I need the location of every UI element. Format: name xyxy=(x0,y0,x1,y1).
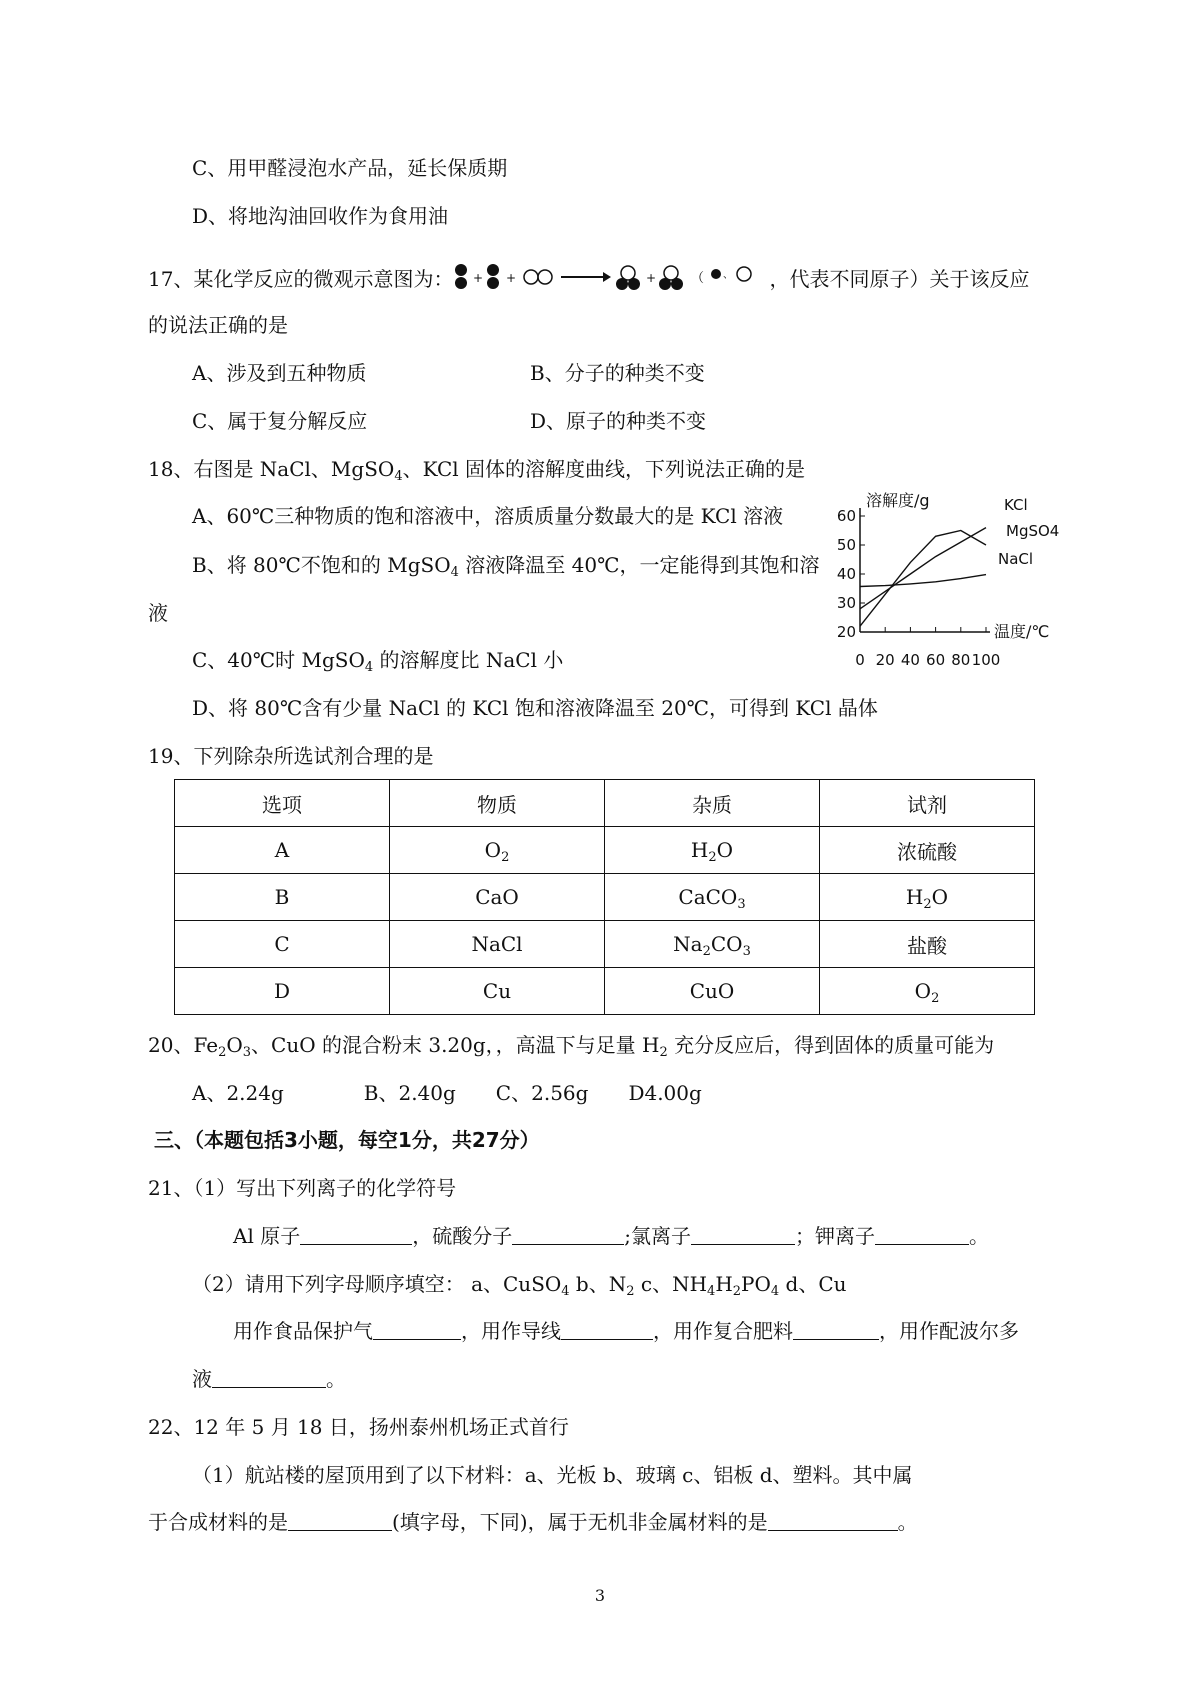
q22-period: 。 xyxy=(897,1510,918,1534)
q18-option-c-rest: 的溶解度比 NaCl 小 xyxy=(373,648,564,672)
q21-bordeaux-cont: 液 xyxy=(192,1367,212,1391)
answer-blank[interactable] xyxy=(512,1224,624,1245)
q16-option-d: D、将地沟油回收作为食用油 xyxy=(192,204,449,228)
x-tick-label: 40 xyxy=(900,651,920,669)
q20-sub-h2: 2 xyxy=(659,1045,668,1060)
answer-blank[interactable] xyxy=(561,1319,653,1340)
x-tick-label: 60 xyxy=(926,651,946,669)
table-cell: $O_2$ xyxy=(390,827,605,874)
product-molecule-1 xyxy=(616,266,640,290)
q17-option-c: C、属于复分解反应 xyxy=(192,409,368,433)
q21-line2 xyxy=(233,1318,1019,1344)
series-line-nacl xyxy=(860,575,986,587)
q21-al-label: Al 原子 xyxy=(233,1224,301,1248)
q18-option-c xyxy=(192,647,563,673)
series-line-kcl xyxy=(860,528,986,609)
q17-option-b: B、分子的种类不变 xyxy=(530,361,705,385)
reaction-arrow xyxy=(561,272,611,282)
answer-blank[interactable] xyxy=(875,1224,969,1245)
q18-option-d: D、将 80℃含有少量 NaCl 的 KCl 饱和溶液降温至 20℃，可得到 KCl 晶体 xyxy=(192,696,878,720)
x-axis-label: 温度/℃ xyxy=(994,622,1050,641)
q20-options: A、2.24g B、2.40g C、2.56g D4.00g xyxy=(192,1081,702,1105)
q21-potassium-label: ；钾离子 xyxy=(794,1224,875,1248)
series-label-kcl: KCl xyxy=(1004,496,1028,514)
table-cell: $H_2O$ xyxy=(820,874,1035,921)
product-molecule-2 xyxy=(659,266,683,290)
table-cell: $Na_2CO_3$ xyxy=(605,921,820,968)
table-cell: Cu xyxy=(390,968,605,1015)
q18-option-b-cont: 液 xyxy=(148,601,168,625)
q17-option-d: D、原子的种类不变 xyxy=(530,409,707,433)
table-row xyxy=(175,921,1035,968)
y-tick-label: 60 xyxy=(836,507,856,525)
y-axis-label: 溶解度/g xyxy=(866,491,930,510)
answer-blank[interactable] xyxy=(212,1367,326,1388)
q22-inorganic-label: (填字母，下同)，属于无机非金属材料的是 xyxy=(392,1510,768,1534)
table-header-cell: 物质 xyxy=(390,780,605,827)
x-tick-label: 0 xyxy=(855,651,865,669)
solubility-chart xyxy=(826,486,1066,676)
table-cell: CuO xyxy=(605,968,820,1015)
table-header-cell: 杂质 xyxy=(605,780,820,827)
y-tick-label: 50 xyxy=(836,536,856,554)
table-row xyxy=(175,827,1035,874)
table-header-cell: 试剂 xyxy=(820,780,1035,827)
reactant-molecule-2 xyxy=(487,264,499,289)
q21-part1: 21、（1）写出下列离子的化学符号 xyxy=(148,1176,457,1200)
q21-protect-gas-label: 用作食品保护气 xyxy=(233,1319,373,1343)
q21-sub: 2 xyxy=(626,1284,635,1299)
q17-option-a: A、涉及到五种物质 xyxy=(192,361,367,385)
table-cell: 盐酸 xyxy=(820,921,1035,968)
table-cell: 浓硫酸 xyxy=(820,827,1035,874)
q21-fertilizer-label: ，用作复合肥料 xyxy=(653,1319,793,1343)
answer-blank[interactable] xyxy=(300,1224,412,1245)
svg-text:+: + xyxy=(646,271,657,285)
q18-option-a: A、60℃三种物质的饱和溶液中，溶质质量分数最大的是 KCl 溶液 xyxy=(192,504,784,528)
q21-sub: 4 xyxy=(561,1284,570,1299)
y-tick-label: 20 xyxy=(836,623,856,641)
q21-line3 xyxy=(192,1366,346,1392)
svg-text:+: + xyxy=(473,271,484,285)
q18-option-b-text: B、将 80℃不饱和的 MgSO xyxy=(192,553,451,577)
q21-chloride-label: ;氯离子 xyxy=(624,1224,691,1248)
q21-part2-c: c、NH xyxy=(634,1272,708,1296)
q21-sulfuric-label: ，硫酸分子 xyxy=(412,1224,513,1248)
table-cell: A xyxy=(175,827,390,874)
q18-option-c-sub: 4 xyxy=(364,660,374,675)
answer-blank[interactable] xyxy=(768,1510,898,1531)
reaction-diagram xyxy=(453,262,769,294)
q17-stem-cont: 的说法正确的是 xyxy=(148,313,288,337)
y-tick-label: 30 xyxy=(836,594,856,612)
q22-part1: （1）航站楼的屋顶用到了以下材料：a、光板 b、玻璃 c、铝板 d、塑料。其中属 xyxy=(192,1463,913,1487)
table-cell: NaCl xyxy=(390,921,605,968)
x-tick-label: 20 xyxy=(875,651,895,669)
q21-period-2: 。 xyxy=(326,1367,346,1391)
q21-part2-text: （2）请用下列字母顺序填空： a、CuSO xyxy=(192,1272,562,1296)
table-header-cell: 选项 xyxy=(175,780,390,827)
q20-stem-mid: 、CuO 的混合粉末 3.20g，，高温下与足量 H xyxy=(251,1033,660,1057)
table-row xyxy=(175,874,1035,921)
svg-text:+: + xyxy=(506,271,517,285)
q20-number: 20、 xyxy=(148,1033,194,1057)
q18-stem xyxy=(148,456,805,482)
q20-fe: Fe xyxy=(193,1033,219,1057)
reactant-molecule-1 xyxy=(455,264,467,289)
table-header-row xyxy=(175,780,1035,827)
q20-stem xyxy=(148,1032,994,1058)
q22-part1-cont xyxy=(148,1509,918,1535)
answer-blank[interactable] xyxy=(691,1224,795,1245)
section-3-heading: 三、（本题包括3小题，每空1分，共27分） xyxy=(154,1128,540,1152)
q17-stem-end: ，代表不同原子）关于该反应 xyxy=(769,267,1030,291)
y-tick-label: 40 xyxy=(836,565,856,583)
q20-o: O xyxy=(226,1033,243,1057)
series-label-nacl: NaCl xyxy=(998,550,1034,568)
q21-wire-label: ，用作导线 xyxy=(461,1319,561,1343)
answer-blank[interactable] xyxy=(373,1319,461,1340)
q20-stem-end: 充分反应后，得到固体的质量可能为 xyxy=(667,1033,995,1057)
q20-sub-2: 2 xyxy=(218,1045,227,1060)
legend-atoms xyxy=(711,267,751,281)
q17-stem-start: 17、某化学反应的微观示意图为： xyxy=(148,267,454,291)
q21-sub: 4 xyxy=(770,1284,780,1299)
svg-text:（: （ xyxy=(691,271,705,286)
q18-stem-text: 18、右图是 NaCl、MgSO xyxy=(148,457,395,481)
series-line-mgso4 xyxy=(860,531,986,627)
svg-text:、: 、 xyxy=(723,270,734,281)
q21-part2-h: H xyxy=(715,1272,733,1296)
q19-stem: 19、下列除杂所选试剂合理的是 xyxy=(148,744,434,768)
table-cell: $O_2$ xyxy=(820,968,1035,1015)
q19-table xyxy=(174,779,1035,1015)
table-row xyxy=(175,968,1035,1015)
table-cell: CaO xyxy=(390,874,605,921)
q18-option-b-sub: 4 xyxy=(450,565,459,580)
q22-synthetic-label: 于合成材料的是 xyxy=(148,1510,288,1534)
series-label-mgso4: MgSO4 xyxy=(1006,522,1060,540)
q21-bordeaux-label: ，用作配波尔多 xyxy=(879,1319,1019,1343)
table-cell: CaCO$_3$ xyxy=(605,874,820,921)
q21-part2-d: d、Cu xyxy=(779,1272,847,1296)
q21-part2 xyxy=(192,1271,847,1297)
table-cell: $H_2O$ xyxy=(605,827,820,874)
q18-stem-rest: 、KCl 固体的溶解度曲线，下列说法正确的是 xyxy=(402,457,806,481)
q21-part2-po: PO xyxy=(741,1272,771,1296)
q22-stem: 22、12 年 5 月 18 日，扬州泰州机场正式首行 xyxy=(148,1415,569,1439)
q18-stem-sub: 4 xyxy=(394,469,403,484)
q20-sub-3: 3 xyxy=(242,1045,252,1060)
table-cell: D xyxy=(175,968,390,1015)
page-number: 3 xyxy=(594,1586,606,1605)
q21-line1 xyxy=(233,1223,989,1249)
q21-part2-b: b、N xyxy=(569,1272,627,1296)
reactant-molecule-3 xyxy=(524,270,552,284)
q18-option-b-rest: 溶液降温至 40℃，一定能得到其饱和溶 xyxy=(458,553,820,577)
answer-blank[interactable] xyxy=(793,1319,879,1340)
table-cell: B xyxy=(175,874,390,921)
q17-stem xyxy=(148,262,1029,294)
q16-option-c: C、用甲醛浸泡水产品，延长保质期 xyxy=(192,156,508,180)
q21-sub: 2 xyxy=(732,1284,742,1299)
q21-sub: 4 xyxy=(707,1284,716,1299)
q18-option-b xyxy=(192,552,819,578)
x-tick-label: 80 xyxy=(951,651,971,669)
q21-period: 。 xyxy=(968,1224,989,1248)
answer-blank[interactable] xyxy=(288,1510,392,1531)
x-tick-label: 100 xyxy=(971,651,1001,669)
q18-option-c-text: C、40℃时 MgSO xyxy=(192,648,365,672)
table-cell: C xyxy=(175,921,390,968)
